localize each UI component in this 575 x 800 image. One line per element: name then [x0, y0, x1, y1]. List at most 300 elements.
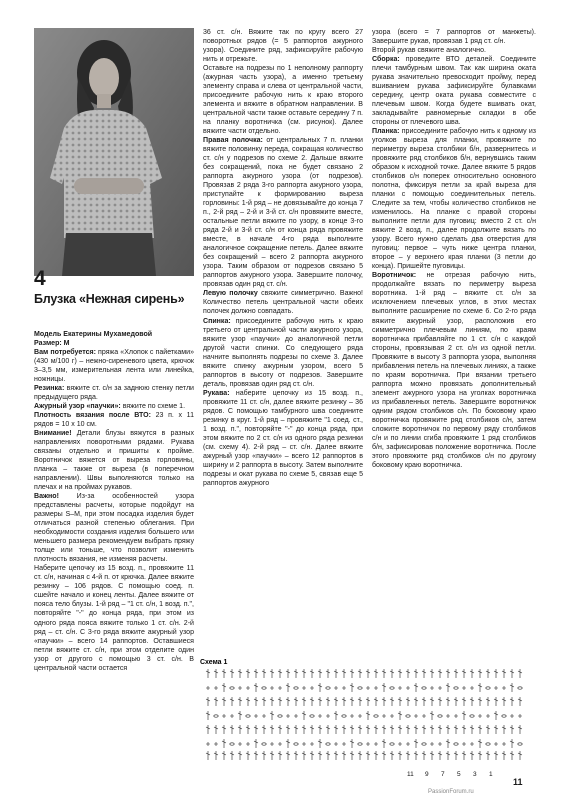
chart-symbol: [222, 697, 226, 706]
chart-symbol: [430, 697, 434, 706]
chart-symbol: [518, 687, 522, 689]
chart-symbol: [206, 751, 210, 760]
chart-symbol: [438, 751, 442, 760]
chart-numbers: [407, 771, 493, 778]
chart-symbol: [270, 697, 274, 706]
chart-symbol: [230, 743, 234, 745]
chart-symbol: [238, 725, 242, 734]
chart-number: 9: [425, 771, 429, 778]
chart-symbol: [446, 739, 450, 748]
chart-symbol: [270, 751, 274, 760]
chart-symbol: [246, 725, 250, 734]
chart-symbol: [222, 714, 226, 718]
chart-symbol: [302, 742, 306, 746]
chart-symbol: [470, 751, 474, 760]
chart-symbol: [246, 751, 250, 760]
chart-symbol: [518, 751, 522, 760]
chart-symbol: [334, 725, 338, 734]
chart-symbol: [254, 751, 258, 760]
chart-symbol: [414, 669, 418, 678]
paragraph: Правая полочка: от центральных 7 п. планки вяжите половинку переда, сокращая количество ст. с/н у подрезов по схеме 2. Дальше вяжите без сокращений, пока не будет связано 2 раппорта ажурного узора (от подрезов). Провязав 2 ряда 3-го раппорта ажурного узора, приступайте к формированию выреза горловины: 1-й ряд – не довязывайте до конца 7 п., 2-й ряд – 2-й и 3-й ст. с/н провяжите вместе, остальные петли вяжите по узору, в конце 3-го ряда 2-й и 3-й ст. с/н от конца ряда провяжите вместе, в начале 4-го ряда выполните аналогичное сокращение петель. Далее вяжите без сокращений – всего 2 раппорта ажурного узора. Таким образом от подрезов связано 5 раппортов ажурного узора. Завершите полочку, провязав один ряд ст. с/н.: [203, 137, 363, 289]
chart-symbol: [518, 714, 522, 718]
chart-symbol: [278, 669, 282, 678]
chart-symbol: [478, 739, 482, 748]
chart-symbol: [294, 725, 298, 734]
chart-symbol: [454, 687, 458, 689]
chart-symbol: [278, 697, 282, 706]
chart-symbol: [454, 697, 458, 706]
chart-symbol: [486, 725, 490, 734]
chart-symbol: [302, 686, 306, 690]
chart-symbol: [382, 739, 386, 748]
chart-symbol: [358, 687, 362, 689]
chart-symbol: [342, 686, 346, 690]
chart-symbol: [438, 725, 442, 734]
chart-symbol: [334, 711, 338, 720]
chart-symbol: [406, 742, 410, 746]
chart-symbol: [414, 725, 418, 734]
chart-symbol: [222, 725, 226, 734]
chart-symbol: [382, 697, 386, 706]
chart-symbol: [278, 686, 282, 690]
chart-symbol: [262, 743, 266, 745]
model-photo: [34, 28, 194, 276]
chart-symbol: [454, 743, 458, 745]
chart-symbol: [350, 739, 354, 748]
pattern-title: Блузка «Нежная сирень»: [34, 292, 185, 306]
chart-symbol: [286, 725, 290, 734]
chart-symbol: [230, 751, 234, 760]
chart-symbol: [270, 742, 274, 746]
chart-symbol: [422, 743, 426, 745]
chart-symbol: [254, 669, 258, 678]
chart-symbol: [318, 751, 322, 760]
chart-symbol: [206, 725, 210, 734]
chart-symbol: [246, 669, 250, 678]
chart-symbol: [494, 751, 498, 760]
chart-symbol: [214, 725, 218, 734]
chart-symbols: [206, 669, 522, 760]
chart-symbol: [374, 669, 378, 678]
chart-symbol: [206, 697, 210, 706]
chart-symbol: [230, 725, 234, 734]
chart-symbol: [326, 697, 330, 706]
chart-symbol: [358, 743, 362, 745]
page-number: 11: [513, 777, 523, 787]
paragraph: Оставьте на подрезы по 1 неполному раппорту (ажурная часть узора), а именно третьему элементу справа и слева от центральной части, присоедините рабочую нить к краю второго элемента и вяжите в обратном направлении. В центральной части также оставьте середину 7 п. на планку воротничка (см. рисунок). Далее вяжите части отдельно.: [203, 65, 363, 136]
chart-symbol: [310, 742, 314, 746]
chart-symbol: [302, 725, 306, 734]
chart-symbol: [334, 751, 338, 760]
chart-symbol: [422, 751, 426, 760]
chart-symbol: [262, 669, 266, 678]
chart-symbol: [398, 697, 402, 706]
chart-symbol: [518, 725, 522, 734]
chart-symbol: [326, 743, 330, 745]
chart-symbol: [446, 714, 450, 718]
chart-symbol: [254, 714, 258, 718]
chart-symbol: [438, 742, 442, 746]
chart-symbol: [374, 697, 378, 706]
chart-symbol: [230, 687, 234, 689]
chart-symbol: [398, 686, 402, 690]
chart-symbol: [278, 742, 282, 746]
chart-symbol: [446, 725, 450, 734]
chart-symbol: [366, 686, 370, 690]
crochet-chart: [200, 656, 530, 780]
chart-symbol: [254, 739, 258, 748]
chart-symbol: [214, 697, 218, 706]
chart-number: 3: [473, 771, 477, 778]
paragraph: 36 ст. с/н. Вяжите так по кругу всего 27 поворотных рядов (= 5 раппортов ажурного узора). Соедините ряд, зафиксируйте рабочую нить и отрежьте.: [203, 29, 363, 64]
chart-symbol: [406, 725, 410, 734]
chart-symbol: [262, 697, 266, 706]
chart-symbol: [414, 683, 418, 692]
chart-symbol: [286, 751, 290, 760]
chart-symbol: [366, 751, 370, 760]
paragraph: Наберите цепочку из 15 возд. п., провяжите 11 ст. с/н, начиная с 4-й п. от крючка. Далее вяжите резинку – 106 рядов. С помощью соед. п. сшейте начало и конец ленты. Далее вяжите от пояса тело блузы. 1-й ряд – "1 ст. с/н, 1 возд. п.", повторяйте "-" до конца ряда, при этом из одного ряда пояса вяжите только 1 ст. с/н. 2-й ряд – ст. с/н. С 3-го ряда вяжите ажурный узор «паучки» – всего 14 раппортов. Оставшиеся петли вяжите ст. с/н, при этом отделите один узор от другого с помощью 3 ст. с/н. В центральной части остается: [34, 565, 194, 672]
chart-number: 5: [457, 771, 461, 778]
chart-symbol: [398, 669, 402, 678]
chart-symbol: [478, 751, 482, 760]
chart-symbol: [382, 683, 386, 692]
chart-symbol: [342, 697, 346, 706]
chart-symbol: [310, 725, 314, 734]
chart-symbol: [494, 669, 498, 678]
chart-symbol: [222, 683, 226, 692]
chart-symbol: [238, 669, 242, 678]
chart-symbol: [462, 751, 466, 760]
chart-symbol: [470, 742, 474, 746]
chart-symbol: [390, 751, 394, 760]
paragraph: Второй рукав свяжите аналогично.: [372, 47, 486, 55]
paragraph: Рукава: наберите цепочку из 15 возд. п., провяжите 11 ст. с/н, далее вяжите резинку – 36 рядов. С помощью тамбурного шва соедините резинку в круг. 1-й ряд – провяжите "1 соед. ст., 1 возд. п.", повторяйте "-" до конца ряда, при этом вяжите по 2 ст. с/н из одного ряда резинки (см. схему 4). 2-й ряд – ст. с/н. Далее вяжите ажурный узор «паучки» – всего 12 раппортов в ширину и 2 раппорта в высоту. Затем выполните подрезы и окат рукава по схеме 5, связав еще 5 раппортов ажурного: [203, 389, 363, 487]
chart-symbol: [350, 714, 354, 718]
chart-symbol: [430, 686, 434, 690]
paragraph: Воротничок: не отрезая рабочую нить, продолжайте вязать по периметру выреза воротника. 1-й ряд – вяжите ст. с/н за исключением плечевых углов, в этих местах выполните расширение по схеме 6. Со 2-го ряда вяжите ажурный узор, расположив его симметрично плечевым линиям, по краям воротничка прибавляйте по 1 ст. с/н с каждой стороны, провязывая 2 ст. с/н из одной петли. Провяжите в высоту 3 раппорта узора, выполняя прибавления петель на плечевых линиях, а также по краям воротничка. При вязании третьего раппорта можно провязать дополнительный элемент ажурного узора на уголках воротничка из прибавленных петель. Завершите воротничок одним рядом столбиков с/н. По боковому краю воротничка провяжите ряд столбиков с/н, затем сложите воротничок по первому ряду столбиков с/н и по линии сгиба провяжите 1 ряд столбиков б/н, зафиксировав положение воротничка. После этого провяжите ряд столбиков с/н по другому боковому краю воротничка.: [372, 272, 536, 469]
chart-symbol: [422, 714, 426, 718]
chart-symbol: [502, 751, 506, 760]
chart-symbol: [254, 683, 258, 692]
chart-symbol: [430, 669, 434, 678]
chart-symbol: [206, 742, 210, 746]
chart-symbol: [438, 686, 442, 690]
chart-symbol: [222, 739, 226, 748]
chart-symbol: [414, 739, 418, 748]
chart-symbol: [214, 742, 218, 746]
chart-symbol: [430, 742, 434, 746]
chart-symbol: [494, 742, 498, 746]
chart-symbol: [294, 751, 298, 760]
chart-symbol: [406, 697, 410, 706]
chart-symbol: [310, 686, 314, 690]
chart-symbol: [222, 669, 226, 678]
chart-symbol: [414, 714, 418, 718]
chart-symbol: [342, 725, 346, 734]
chart-symbol: [470, 686, 474, 690]
chart-symbol: [342, 751, 346, 760]
chart-symbol: [374, 715, 378, 717]
left-column: [34, 330, 194, 673]
chart-symbol: [486, 697, 490, 706]
chart-symbol: [318, 697, 322, 706]
chart-symbol: [398, 711, 402, 720]
chart-symbol: [334, 669, 338, 678]
chart-symbol: [302, 751, 306, 760]
chart-symbol: [230, 697, 234, 706]
chart-symbol: [390, 697, 394, 706]
chart-symbol: [518, 669, 522, 678]
chart-symbol: [246, 742, 250, 746]
paragraph: Спинка: присоедините рабочую нить к краю третьего от центральной части ажурного узора, вяжите узор «паучки» до аналогичной петли другой части спинки. Со следующего ряда начните выполнять подрезы по схеме 3. Далее вяжите спинку ажурным узором, всего 5 раппортов в высоту от подрезов. Завершите деталь, провязав один ряд ст. с/н.: [203, 317, 363, 388]
chart-symbol: [302, 697, 306, 706]
chart-symbol: [366, 697, 370, 706]
chart-number: 1: [489, 771, 493, 778]
chart-symbol: [446, 697, 450, 706]
chart-symbol: [470, 715, 474, 717]
paragraph: Вам потребуется: пряжа «Хлопок с пайетками» (430 м/100 г) – нежно-сиреневого цвета, крючок 3–3,5 мм, измерительная лента или линейка, ножницы.: [34, 349, 195, 384]
chart-symbol: [318, 669, 322, 678]
paragraph: узора (всего = 7 раппортов от манжеты). Завершите рукав, провязав 1 ряд ст. с/н.: [372, 29, 536, 46]
chart-symbol: [230, 669, 234, 678]
chart-symbol: [494, 725, 498, 734]
chart-symbol: [214, 686, 218, 690]
chart-symbol: [398, 742, 402, 746]
chart-symbol: [390, 669, 394, 678]
chart-symbol: [214, 751, 218, 760]
chart-symbol: [502, 686, 506, 690]
chart-symbol: [438, 697, 442, 706]
chart-symbol: [494, 697, 498, 706]
chart-symbol: [478, 697, 482, 706]
chart-symbol: [438, 669, 442, 678]
chart-symbol: [238, 711, 242, 720]
chart-symbol: [462, 711, 466, 720]
chart-symbol: [462, 686, 466, 690]
chart-symbol: [494, 711, 498, 720]
chart-symbol: [454, 725, 458, 734]
chart-symbol: [422, 697, 426, 706]
chart-symbol: [486, 714, 490, 718]
chart-symbol: [398, 751, 402, 760]
chart-symbol: [342, 742, 346, 746]
chart-symbol: [238, 697, 242, 706]
chart-symbol: [318, 739, 322, 748]
chart-symbol: [358, 725, 362, 734]
chart-symbol: [302, 711, 306, 720]
chart-symbol: [286, 739, 290, 748]
chart-symbol: [398, 725, 402, 734]
chart-symbol: [326, 687, 330, 689]
chart-symbol: [326, 669, 330, 678]
chart-symbol: [454, 714, 458, 718]
chart-symbol: [406, 686, 410, 690]
chart-symbol: [374, 751, 378, 760]
chart-symbol: [382, 714, 386, 718]
chart-symbol: [446, 751, 450, 760]
chart-symbol: [462, 742, 466, 746]
chart-symbol: [510, 739, 514, 748]
chart-symbol: [294, 669, 298, 678]
chart-symbol: [262, 687, 266, 689]
chart-symbol: [286, 669, 290, 678]
chart-label: Схема 1: [200, 659, 228, 666]
chart-symbol: [270, 669, 274, 678]
right-column: [372, 28, 536, 470]
chart-symbol: [510, 697, 514, 706]
paragraph: Плотность вязания после ВТО: 23 п. х 11 рядов = 10 х 10 см.: [34, 412, 194, 429]
chart-symbol: [310, 715, 314, 717]
chart-symbol: [502, 742, 506, 746]
chart-symbol: [486, 751, 490, 760]
chart-symbol: [406, 669, 410, 678]
chart-symbol: [414, 697, 418, 706]
paragraph: Сборка: проведите ВТО деталей. Соедините плечи тамбурным швом. Так как ширина оката рукава значительно превосходит пройму, перед вшиванием рукава зафиксируйте булавками середину, центр оката рукава совместите с плечевым швом. Когда будете вшивать окат, закладывайте равномерные складки в обе стороны от плечевого шва.: [372, 56, 536, 127]
chart-symbol: [278, 725, 282, 734]
chart-symbol: [478, 714, 482, 718]
chart-symbol: [470, 697, 474, 706]
chart-symbol: [510, 751, 514, 760]
chart-symbol: [286, 714, 290, 718]
chart-symbol: [294, 714, 298, 718]
chart-symbol: [310, 697, 314, 706]
chart-symbol: [390, 743, 394, 745]
chart-symbol: [510, 725, 514, 734]
chart-symbol: [414, 751, 418, 760]
chart-symbol: [366, 711, 370, 720]
chart-symbol: [406, 751, 410, 760]
chart-symbol: [510, 669, 514, 678]
chart-symbol: [454, 669, 458, 678]
chart-symbol: [350, 751, 354, 760]
chart-symbol: [462, 725, 466, 734]
chart-symbol: [454, 751, 458, 760]
chart-symbol: [390, 725, 394, 734]
chart-symbol: [334, 742, 338, 746]
chart-symbol: [502, 715, 506, 717]
paragraph: Резинка: вяжите ст. с/н за заднюю стенку петли предыдущего ряда.: [34, 385, 194, 402]
chart-symbol: [486, 743, 490, 745]
chart-symbol: [286, 683, 290, 692]
paragraph: Важно! Из-за особенностей узора представлены расчеты, которые подойдут на размеры S–M, при этом посадка изделия будет отличаться разной степенью облегания. При необходимости создания изделия большего или меньшего размера рекомендуем выбрать пряжу толще или тоньше, что позволит изменить плотность вязания, не изменяя расчеты.: [34, 493, 194, 564]
chart-symbol: [374, 725, 378, 734]
chart-symbol: [358, 697, 362, 706]
chart-symbol: [358, 714, 362, 718]
chart-symbol: [438, 715, 442, 717]
chart-symbol: [318, 683, 322, 692]
chart-symbol: [270, 686, 274, 690]
chart-symbol: [238, 742, 242, 746]
chart-symbol: [214, 715, 218, 717]
chart-symbol: [358, 751, 362, 760]
chart-symbol: [446, 669, 450, 678]
chart-symbol: [246, 715, 250, 717]
paragraph: Планка: присоедините рабочую нить к одному из уголков выреза для планки, провяжите по периметру выреза столбики б/н, развернитесь и провяжите ряд столбиков б/н, вернувшись таким образом к исходной точке. Далее вяжите 5 рядов столбиков с/н поперек относительно основного полотна, фиксируя петли за край выреза для планки с помощью соединительных петель. Следите за тем, чтобы количество столбиков не изменилось. На планке с правой стороны выполните петли для пуговиц: вместо 2 ст. с/н вяжите 2 возд. п., далее продолжите вязать по узору. Всего нужно сделать два отверстия для пуговиц: первое – чуть ниже центра планки, второе – у верхнего края планки (3 петли до конца). Пришейте пуговицы.: [372, 128, 536, 271]
chart-symbol: [350, 725, 354, 734]
chart-symbol: [222, 751, 226, 760]
chart-symbol: [238, 751, 242, 760]
chart-symbol: [350, 669, 354, 678]
chart-symbol: [366, 725, 370, 734]
chart-number: 11: [407, 771, 414, 778]
chart-symbol: [374, 742, 378, 746]
chart-symbol: [478, 669, 482, 678]
chart-symbol: [206, 669, 210, 678]
chart-symbol: [326, 751, 330, 760]
chart-symbol: [422, 725, 426, 734]
watermark: PassionForum.ru: [428, 789, 474, 795]
chart-symbol: [430, 751, 434, 760]
chart-symbol: [390, 714, 394, 718]
chart-symbol: [342, 715, 346, 717]
chart-symbol: [462, 697, 466, 706]
chart-symbol: [262, 714, 266, 718]
chart-symbol: [326, 714, 330, 718]
chart-symbol: [422, 687, 426, 689]
chart-symbol: [430, 711, 434, 720]
chart-symbol: [518, 697, 522, 706]
chart-symbol: [494, 686, 498, 690]
chart-symbol: [206, 711, 210, 720]
chart-symbol: [478, 683, 482, 692]
chart-symbol: [382, 669, 386, 678]
pattern-number: 4: [34, 267, 46, 290]
chart-symbol: [230, 714, 234, 718]
chart-symbol: [334, 697, 338, 706]
chart-symbol: [382, 751, 386, 760]
chart-symbol: [262, 725, 266, 734]
chart-symbol: [406, 715, 410, 717]
chart-symbol: [486, 669, 490, 678]
chart-symbol: [350, 683, 354, 692]
chart-symbol: [502, 669, 506, 678]
chart-symbol: [318, 725, 322, 734]
chart-symbol: [462, 669, 466, 678]
chart-symbol: [294, 697, 298, 706]
chart-symbol: [470, 725, 474, 734]
chart-symbol: [478, 725, 482, 734]
chart-symbol: [358, 669, 362, 678]
paragraph: Левую полочку свяжите симметрично. Важно! Количество петель центральной части обеих полочек должно совпадать.: [203, 290, 363, 316]
chart-symbol: [278, 715, 282, 717]
chart-symbol: [238, 686, 242, 690]
chart-symbol: [254, 725, 258, 734]
crochet-chart-svg: [200, 656, 530, 780]
paragraph: Размер: М: [34, 340, 70, 348]
chart-symbol: [206, 686, 210, 690]
chart-symbol: [510, 714, 514, 718]
chart-symbol: [318, 714, 322, 718]
chart-symbol: [446, 683, 450, 692]
paragraph: Внимание! Детали блузы вяжутся в разных направлениях поворотными рядами. Рукава связаны отдельно и пришиты к пройме. Воротничок вяжется от выреза горловины, планка – также от выреза (в поперечном направлении). Швы выполняются только на плечах и на проймах рукавов.: [34, 430, 194, 492]
chart-symbol: [286, 697, 290, 706]
chart-symbol: [214, 669, 218, 678]
chart-symbol: [510, 683, 514, 692]
chart-symbol: [334, 686, 338, 690]
chart-symbol: [382, 725, 386, 734]
chart-symbol: [390, 687, 394, 689]
chart-symbol: [294, 687, 298, 689]
chart-number: 7: [441, 771, 445, 778]
chart-symbol: [278, 751, 282, 760]
middle-column: [203, 28, 363, 488]
chart-symbol: [502, 697, 506, 706]
chart-symbol: [270, 711, 274, 720]
chart-symbol: [470, 669, 474, 678]
chart-symbol: [430, 725, 434, 734]
chart-symbol: [422, 669, 426, 678]
chart-symbol: [246, 697, 250, 706]
